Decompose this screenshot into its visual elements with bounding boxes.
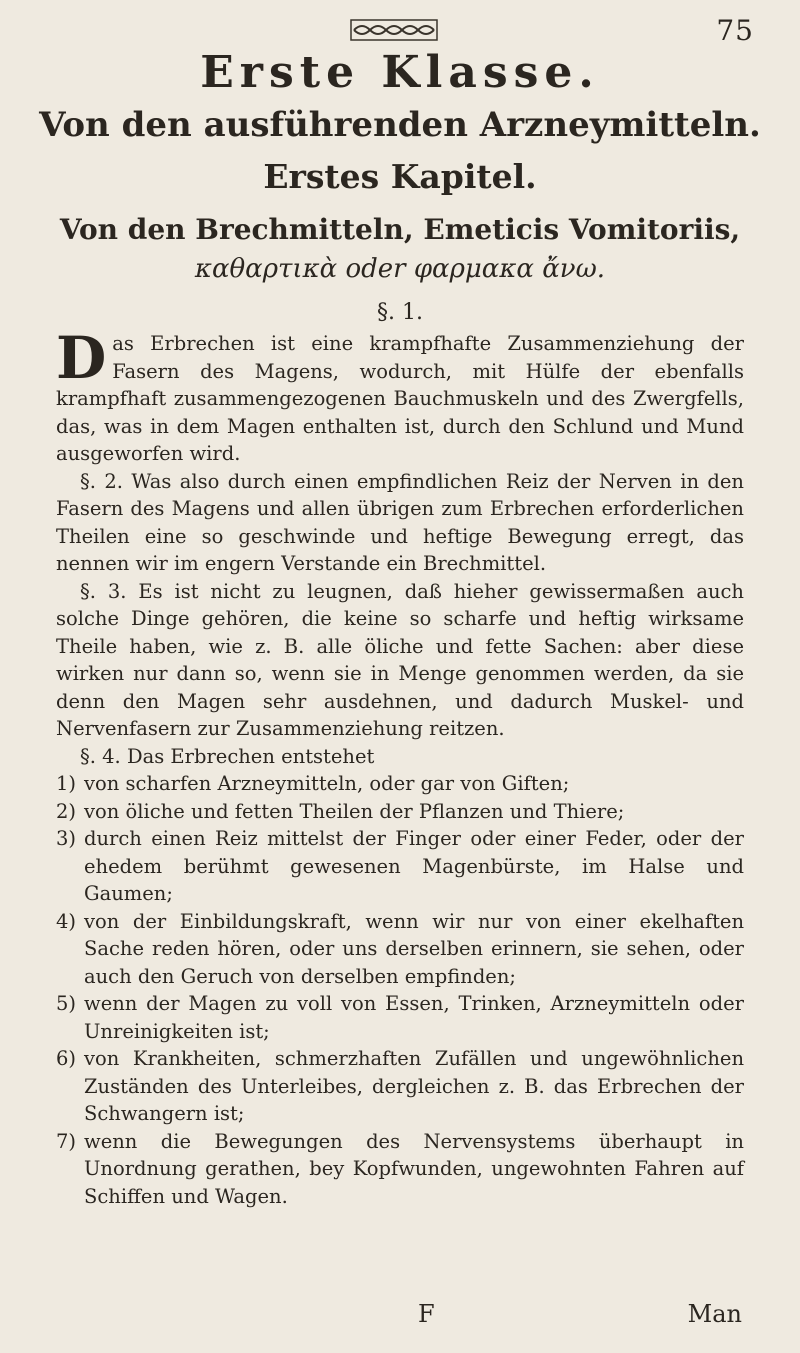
- list-item: [56, 770, 744, 798]
- paragraph-2: §. 2. Was also durch einen empfindlichen Reiz der Nerven in den Fasern des Magens und allen übrigen zum Erbrechen erforderlichen Theilen eine so geschwinde und heftige Bewegung erregt, das nennen wir im engern Verstande ein Brechmittel.: [56, 469, 744, 575]
- list-text: wenn die Bewegungen des Nervensystems überhaupt in Unordnung gerathen, bey Kopfwunden, ungewohnten Fahren auf Schiffen und Wagen.: [84, 1129, 744, 1208]
- paragraph-1-text: as Erbrechen ist eine krampfhafte Zusammenziehung der Fasern des Magens, wodurch, mit Hülfe der ebenfalls krampfhaft zusammengezogenen Bauchmuskeln und des Zwergfells, das, was in dem Magen enthalten ist, durch den Schlund und Mund ausgeworfen wird.: [56, 332, 744, 465]
- drop-cap: D: [56, 324, 107, 392]
- list-item: [56, 908, 744, 991]
- paragraph-4: §. 4. Das Erbrechen entstehet: [80, 744, 375, 768]
- list-text: wenn der Magen zu voll von Essen, Trinken, Arzneymitteln oder Unreinigkeiten ist;: [84, 992, 744, 1043]
- list-number: 7): [56, 1129, 77, 1153]
- list-text: von der Einbildungskraft, wenn wir nur von einer ekelhaften Sache reden hören, oder uns derselben erinnern, sie sehen, oder auch den Geruch von derselben empfinden;: [84, 909, 744, 988]
- paragraph-1: [56, 324, 744, 468]
- list-number: 6): [56, 1047, 77, 1070]
- list-item: [56, 825, 744, 908]
- section-mark: §. 1.: [377, 300, 423, 325]
- chapter-subject: Von den Brechmitteln, Emeticis Vomitoriis,: [59, 213, 741, 246]
- header-ornament-icon: [350, 18, 438, 42]
- list-item: [56, 990, 744, 1045]
- list-number: 5): [56, 992, 77, 1015]
- list-item: [56, 1128, 744, 1211]
- list-text: von Krankheiten, schmerzhaften Zufällen und ungewöhnlichen Zuständen des Unterleibes, dergleichen z. B. das Erbrechen der Schwangern ist;: [84, 1047, 744, 1125]
- subject-title: Von den ausführenden Arzneymitteln.: [39, 105, 761, 145]
- list-text: durch einen Reiz mittelst der Finger oder einer Feder, oder der ehedem berühmt gewesenen Magenbürste, im Halse und Gaumen;: [84, 827, 744, 905]
- list-number: 3): [56, 827, 77, 850]
- signature-mark: F: [418, 1300, 435, 1328]
- page-number: 75: [716, 14, 754, 47]
- list-number: 4): [56, 909, 77, 933]
- catchword: Man: [687, 1300, 742, 1328]
- chapter-title: Erstes Kapitel.: [263, 157, 537, 196]
- paragraph-3: §. 3. Es ist nicht zu leugnen, daß hieher gewissermaßen auch solche Dinge gehören, die keine so scharfe und heftig wirksame Theile haben, wie z. B. alle öliche und fette Sachen: aber diese wirken nur dann so, wenn sie in Menge genommen werden, da sie denn den Magen sehr ausdehnen, und dadurch Muskel- und Nervenfasern zur Zusammenziehung reitzen.: [56, 579, 744, 740]
- list-text: von scharfen Arzneymitteln, oder gar von Giften;: [84, 772, 570, 795]
- list-item: [56, 1045, 744, 1128]
- greek-terms: καθαρτικὰ oder φαρμακα ἄνω.: [194, 254, 606, 284]
- class-title: Erste Klasse.: [200, 47, 600, 98]
- list-text: von öliche und fetten Theilen der Pflanzen und Thiere;: [84, 799, 625, 823]
- list-item: [56, 798, 744, 826]
- causes-list: [56, 770, 744, 1210]
- body-text: [56, 324, 744, 1210]
- list-number: 2): [56, 799, 77, 823]
- list-number: 1): [56, 772, 77, 795]
